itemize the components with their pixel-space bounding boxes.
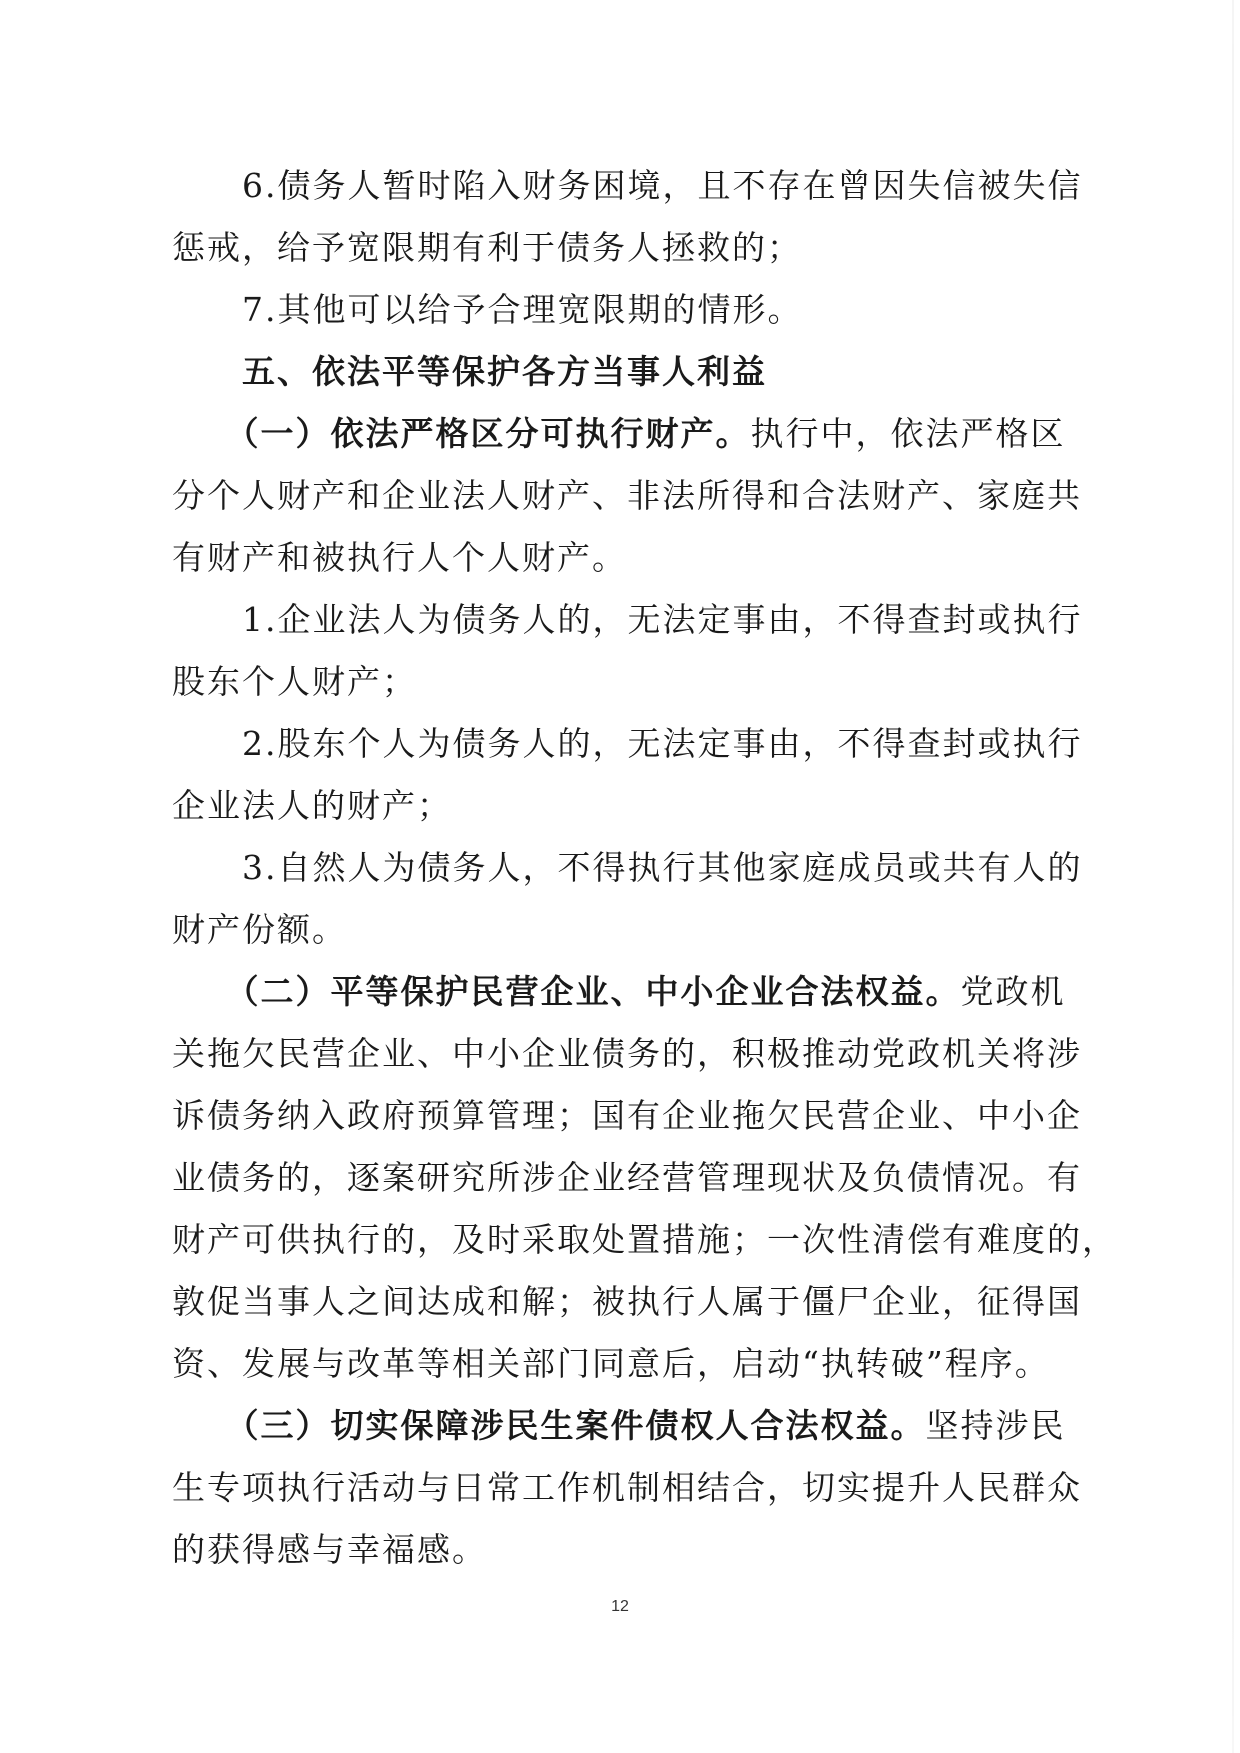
text-line xyxy=(172,961,1066,1023)
bold-heading-text: （三）切实保障涉民生案件债权人合法权益。 xyxy=(172,1406,926,1445)
document-body xyxy=(172,155,1117,1581)
text-line xyxy=(172,217,1042,279)
text-line xyxy=(172,1147,1082,1209)
text-line xyxy=(172,1271,1082,1333)
body-text: 惩戒，给予宽限期有利于债务人拯救的； xyxy=(172,228,802,267)
text-line xyxy=(172,527,1042,589)
bold-heading-text: （二）平等保护民营企业、中小企业合法权益。 xyxy=(172,972,961,1011)
body-text: 执行中，依法严格区 xyxy=(750,414,1066,453)
bold-heading-text: 五、依法平等保护各方当事人利益 xyxy=(172,352,767,391)
body-text: 企业法人的财产； xyxy=(172,786,452,825)
text-line xyxy=(172,465,1082,527)
body-text: 诉债务纳入政府预算管理；国有企业拖欠民营企业、中小企 xyxy=(172,1096,1082,1135)
text-line xyxy=(172,1209,1117,1271)
text-line xyxy=(172,899,1042,961)
body-text: 1.企业法人为债务人的，无法定事由，不得查封或执行 xyxy=(172,600,1083,639)
body-text: 党政机 xyxy=(960,972,1066,1011)
scan-edge-shadow xyxy=(1232,0,1234,1753)
body-text: 敦促当事人之间达成和解；被执行人属于僵尸企业，征得国 xyxy=(172,1282,1082,1321)
text-line xyxy=(172,403,1066,465)
text-line xyxy=(172,155,1083,217)
text-line xyxy=(172,341,1042,403)
text-line xyxy=(172,1519,1042,1581)
page-number: 12 xyxy=(611,1598,629,1615)
text-line xyxy=(172,775,1042,837)
text-line xyxy=(172,1023,1082,1085)
body-text: 6.债务人暂时陷入财务困境，且不存在曾因失信被失信 xyxy=(172,166,1083,205)
body-text: 财产份额。 xyxy=(172,910,347,949)
body-text: 坚持涉民 xyxy=(925,1406,1066,1445)
body-text: 资、发展与改革等相关部门同意后，启动“执转破”程序。 xyxy=(172,1344,1050,1383)
text-line xyxy=(172,589,1083,651)
body-text: 生专项执行活动与日常工作机制相结合，切实提升人民群众 xyxy=(172,1468,1082,1507)
body-text: 财产可供执行的，及时采取处置措施；一次性清偿有难度的， xyxy=(172,1220,1117,1259)
text-line xyxy=(172,837,1083,899)
body-text: 7.其他可以给予合理宽限期的情形。 xyxy=(172,290,803,329)
text-line xyxy=(172,651,1042,713)
body-text: 3.自然人为债务人，不得执行其他家庭成员或共有人的 xyxy=(172,848,1083,887)
text-line xyxy=(172,279,1042,341)
body-text: 有财产和被执行人个人财产。 xyxy=(172,538,627,577)
text-line xyxy=(172,1395,1066,1457)
body-text: 分个人财产和企业法人财产、非法所得和合法财产、家庭共 xyxy=(172,476,1082,515)
body-text: 股东个人财产； xyxy=(172,662,417,701)
text-line xyxy=(172,1085,1082,1147)
text-line xyxy=(172,1333,1050,1395)
text-line xyxy=(172,1457,1082,1519)
bold-heading-text: （一）依法严格区分可执行财产。 xyxy=(172,414,751,453)
text-line xyxy=(172,713,1083,775)
body-text: 关拖欠民营企业、中小企业债务的，积极推动党政机关将涉 xyxy=(172,1034,1082,1073)
body-text: 业债务的，逐案研究所涉企业经营管理现状及负债情况。有 xyxy=(172,1158,1082,1197)
body-text: 2.股东个人为债务人的，无法定事由，不得查封或执行 xyxy=(172,724,1083,763)
body-text: 的获得感与幸福感。 xyxy=(172,1530,487,1569)
